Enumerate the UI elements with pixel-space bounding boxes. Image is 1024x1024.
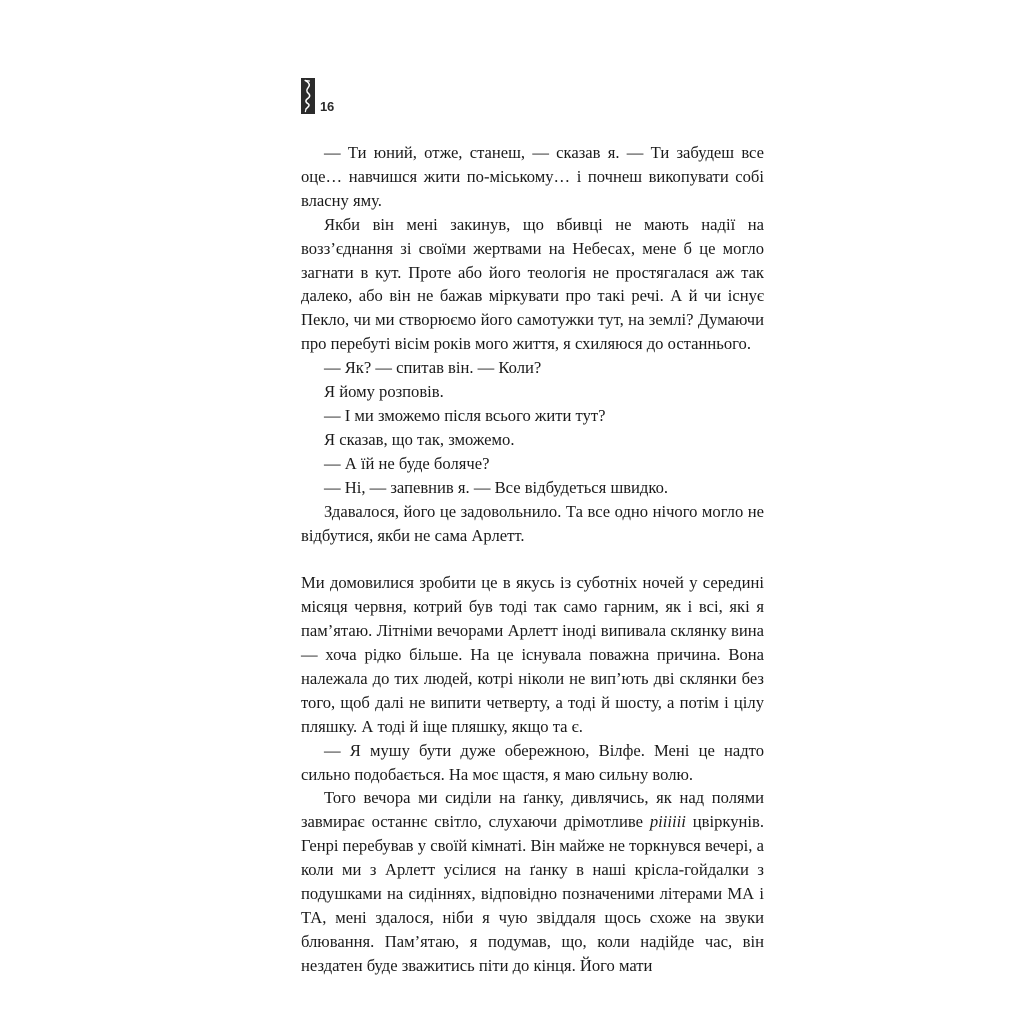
paragraph: — І ми зможемо після всього жити тут? (324, 405, 606, 425)
paragraph: Я йому розповів. (324, 382, 444, 402)
italic-onomatopoeia: ріііііі (649, 812, 686, 832)
body-text-column (301, 141, 764, 978)
paragraph-with-italic (301, 786, 764, 977)
paragraph: — Я мушу бути дуже обережною, Вілфе. Мені це надто сильно подобається. На моє щастя, я маю сильну волю. (301, 740, 764, 784)
paragraph-text-before: Того вечора ми сиділи на ґанку, дивлячись, як над полями завмирає останнє світло, слухаючи дрімотливе (301, 788, 764, 832)
paragraph: — А їй не буде боляче? (324, 453, 490, 473)
paragraph: Здавалося, його це задовольнило. Та все одно нічого могло не відбутися, якби не сама Арлетт. (301, 501, 764, 545)
running-head-folio (301, 76, 334, 114)
paragraph: — Ні, — запевнив я. — Все відбудеться швидко. (324, 477, 669, 497)
paragraph: — Ти юний, отже, станеш, — сказав я. — Ти забудеш все оце… навчишся жити по-міському… і почнеш викопувати собі власну яму. (301, 143, 764, 210)
section-opening-paragraph: Ми домовилися зробити це в якусь із суботніх ночей у середині місяця червня, котрий був тоді так само гарним, як і всі, які я пам’ятаю. Літніми вечорами Арлетт іноді випивала склянку вина — хоча рідко більше. На це існувала поважна причина. Вона належала до тих людей, котрі ніколи не вип’ють дві склянки без того, щоб далі не випити четверту, а тоді й шосту, а потім і цілу пляшку. А тоді й іще пляшку, якщо та є. (301, 573, 764, 736)
squiggle-ornament-icon (301, 78, 315, 114)
paragraph: — Як? — спитав він. — Коли? (324, 358, 542, 378)
page-number: 16 (320, 99, 335, 114)
paragraph: Якби він мені закинув, що вбивці не мають надії на возз’єднання зі своїми жертвами на Небесах, мене б це могло загнати в кут. Проте або його теологія не простягалася аж так далеко, або він не бажав міркувати про такі речі. А й чи існує Пекло, чи ми створюємо його самотужки тут, на землі? Думаючи про перебуті вісім років мого життя, я схиляюся до останнього. (301, 214, 764, 354)
paragraph: Я сказав, що так, зможемо. (324, 429, 515, 449)
paragraph-text-after: цвіркунів. Генрі перебував у своїй кімнаті. Він майже не торкнувся вечері, а коли ми з Арлетт усілися на ґанку в наші крісла-гойдалки з подушками на сидіннях, відповідно позначеними літерами МА і ТА, мені здалося, ніби я чую звіддаля щось схоже на звуки блювання. Пам’ятаю, я подумав, що, коли надійде час, він нездатен буде зважитись піти до кінця. Його мати (301, 812, 764, 975)
